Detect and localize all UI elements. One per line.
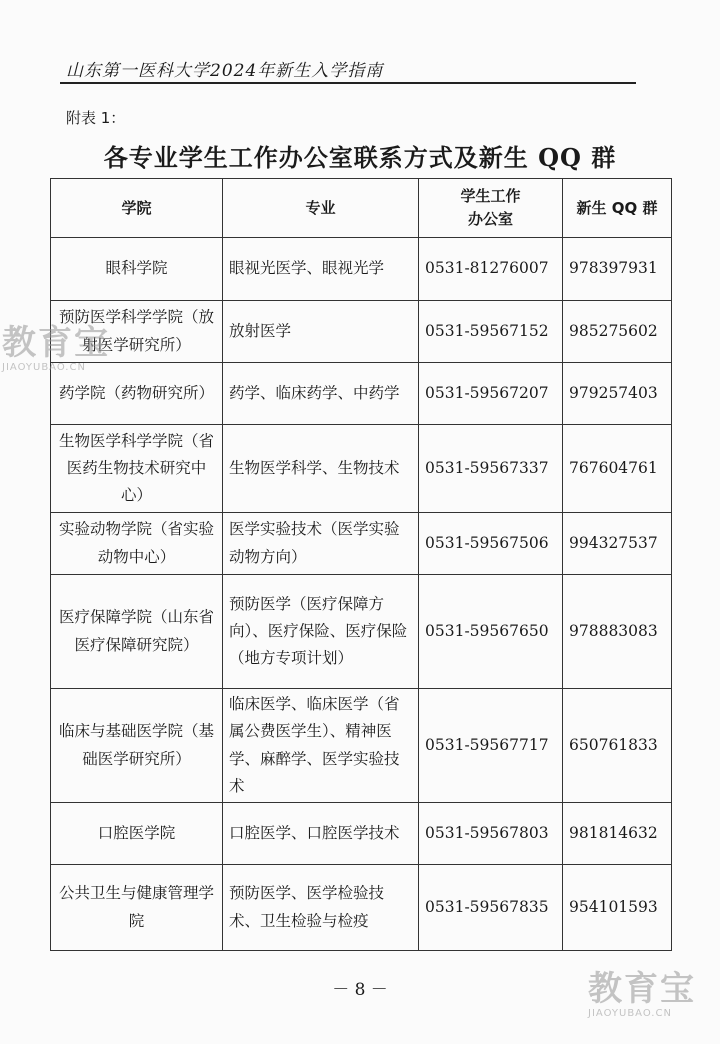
major-cell: 眼视光医学、眼视光学 [223, 238, 419, 301]
major-cell: 预防医学（医疗保障方向）、医疗保险、医疗保险（地方专项计划） [223, 575, 419, 689]
table-row [51, 238, 672, 301]
qq-cell: 767604761 [563, 425, 672, 513]
qq-cell: 985275602 [563, 301, 672, 363]
phone-cell: 0531-59567207 [419, 363, 563, 425]
phone-cell: 0531-59567337 [419, 425, 563, 513]
college-cell: 实验动物学院（省实验动物中心） [51, 513, 223, 575]
table-row [51, 575, 672, 689]
column-header-office: 学生工作 办公室 [419, 179, 563, 238]
table-row [51, 513, 672, 575]
column-header-qq: 新生 QQ 群 [563, 179, 672, 238]
phone-cell: 0531-59567717 [419, 689, 563, 803]
table-row [51, 363, 672, 425]
college-cell: 公共卫生与健康管理学院 [51, 865, 223, 951]
major-cell: 医学实验技术（医学实验动物方向） [223, 513, 419, 575]
major-cell: 口腔医学、口腔医学技术 [223, 803, 419, 865]
document-title: 各专业学生工作办公室联系方式及新生 QQ 群 [103, 143, 617, 172]
qq-cell: 994327537 [563, 513, 672, 575]
watermark-url: JIAOYUBAO.CN [2, 362, 86, 373]
major-cell: 放射医学 [223, 301, 419, 363]
college-cell: 临床与基础医学院（基础医学研究所） [51, 689, 223, 803]
watermark-logo-text: 教育宝 [588, 969, 696, 1009]
college-cell: 预防医学科学学院（放射医学研究所） [51, 301, 223, 363]
major-cell: 生物医学科学、生物技术 [223, 425, 419, 513]
column-header-major: 专业 [223, 179, 419, 238]
phone-cell: 0531-59567650 [419, 575, 563, 689]
contact-table [50, 178, 672, 951]
phone-cell: 0531-59567803 [419, 803, 563, 865]
qq-cell: 981814632 [563, 803, 672, 865]
qq-cell: 978883083 [563, 575, 672, 689]
running-header: 山东第一医科大学2024年新生入学指南 [66, 61, 384, 81]
qq-cell: 650761833 [563, 689, 672, 803]
college-cell: 口腔医学院 [51, 803, 223, 865]
major-cell: 临床医学、临床医学（省属公费医学生）、精神医学、麻醉学、医学实验技术 [223, 689, 419, 803]
major-cell: 预防医学、医学检验技术、卫生检验与检疫 [223, 865, 419, 951]
table-row [51, 865, 672, 951]
qq-cell: 979257403 [563, 363, 672, 425]
watermark-logo-text: 教育宝 [2, 323, 110, 363]
column-header-college: 学院 [51, 179, 223, 238]
college-cell: 药学院（药物研究所） [51, 363, 223, 425]
qq-cell: 954101593 [563, 865, 672, 951]
table-row [51, 425, 672, 513]
phone-cell: 0531-59567152 [419, 301, 563, 363]
page-number: － 8 － [332, 980, 388, 1000]
phone-cell: 0531-59567506 [419, 513, 563, 575]
table-row [51, 689, 672, 803]
college-cell: 医疗保障学院（山东省医疗保障研究院） [51, 575, 223, 689]
college-cell: 眼科学院 [51, 238, 223, 301]
header-rule [60, 82, 636, 84]
phone-cell: 0531-59567835 [419, 865, 563, 951]
appendix-label: 附表 1： [66, 109, 126, 127]
watermark-url: JIAOYUBAO.CN [588, 1008, 672, 1019]
phone-cell: 0531-81276007 [419, 238, 563, 301]
major-cell: 药学、临床药学、中药学 [223, 363, 419, 425]
college-cell: 生物医学科学学院（省医药生物技术研究中心） [51, 425, 223, 513]
table-row [51, 803, 672, 865]
qq-cell: 978397931 [563, 238, 672, 301]
table-header-row [51, 179, 672, 238]
table-row [51, 301, 672, 363]
